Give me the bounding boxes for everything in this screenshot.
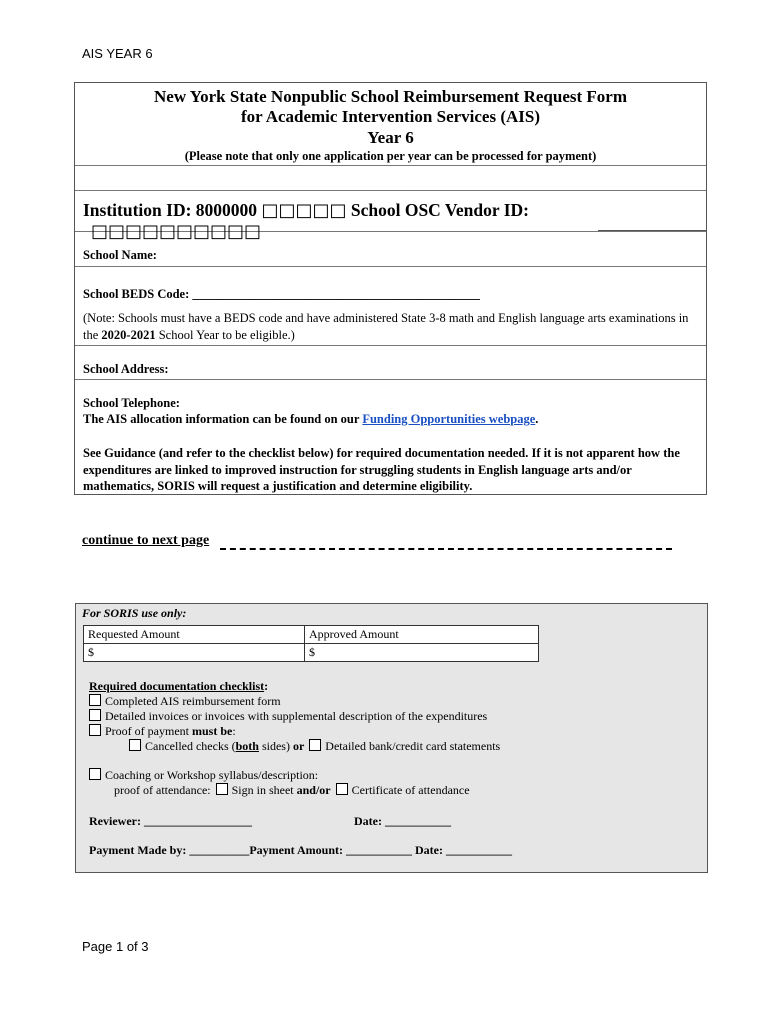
vendor-id-boxes[interactable]: □□□□□□□□□□ [91, 221, 262, 242]
checklist-subitem-attendance: proof of attendance: Sign in sheet and/or Certificate of attendance [114, 783, 470, 797]
school-name-label: School Name: [83, 248, 157, 262]
form-title-line3: Year 6 [367, 128, 414, 147]
school-telephone-label[interactable]: School Telephone: [83, 396, 180, 410]
document-header-label: AIS YEAR 6 [82, 46, 153, 61]
payment-made-field[interactable]: Payment Made by: __________ [89, 843, 250, 857]
payment-date-field[interactable]: Date: ___________ [412, 843, 512, 857]
school-address-row[interactable] [75, 345, 706, 380]
page-number: Page 1 of 3 [82, 939, 149, 954]
reviewer-field[interactable]: Reviewer: __________________ [89, 814, 252, 828]
checklist-item-proof-of-payment[interactable]: Proof of payment must be: [89, 724, 236, 739]
payment-line [89, 843, 512, 858]
soris-heading: For SORIS use only: [82, 606, 187, 620]
school-address-label: School Address: [83, 362, 169, 376]
checklist-title: Required documentation checklist: [89, 679, 269, 693]
checklist-item-invoices[interactable]: Detailed invoices or invoices with supplemental description of the expenditures [89, 709, 487, 724]
checkbox[interactable] [336, 783, 348, 795]
request-form-box [74, 82, 707, 495]
vendor-underline [598, 230, 707, 231]
title-section [75, 83, 706, 166]
beds-code-field[interactable]: School BEDS Code: ______________________________________________ [83, 287, 480, 301]
school-name-row[interactable] [75, 231, 706, 267]
requested-amount-cell[interactable]: $ [84, 644, 305, 662]
form-note: (Please note that only one application per year can be processed for payment) [184, 149, 597, 163]
checkbox[interactable] [129, 739, 141, 751]
amount-table [83, 625, 539, 662]
requested-amount-header: Requested Amount [84, 626, 305, 644]
form-title-line1: New York State Nonpublic School Reimbursement Request Form [154, 87, 627, 106]
checkbox[interactable] [89, 694, 101, 706]
institution-id-boxes[interactable]: □□□□□ [261, 200, 347, 221]
date-field[interactable]: Date: ___________ [354, 814, 451, 828]
institution-id-label: Institution ID: 8000000 [83, 200, 258, 220]
checkbox[interactable] [89, 768, 101, 780]
checklist-subitem-checks: Cancelled checks (both sides) or Detailed bank/credit card statements [129, 739, 500, 754]
allocation-info: The AIS allocation information can be found on our Funding Opportunities webpage. [83, 412, 539, 426]
institution-row [75, 190, 706, 242]
funding-opportunities-link[interactable]: Funding Opportunities webpage [362, 412, 536, 426]
checklist-item-coaching[interactable]: Coaching or Workshop syllabus/description: [89, 768, 318, 783]
guidance-text: See Guidance (and refer to the checklist below) for required documentation needed. If it is not apparent how the expenditures are linked to improved instruction for struggling students in English language arts and/or mathematics, SORIS will request a justification and determine eligibility. [83, 446, 680, 493]
checklist-item-completed-form[interactable]: Completed AIS reimbursement form [89, 694, 281, 709]
soris-use-only-box [75, 603, 708, 873]
checkbox[interactable] [89, 709, 101, 721]
dashed-separator [220, 548, 672, 550]
form-title-line2: for Academic Intervention Services (AIS) [240, 107, 541, 126]
continue-next-page: continue to next page [82, 533, 210, 548]
payment-amount-field[interactable]: Payment Amount: ___________ [249, 843, 412, 857]
beds-note: (Note: Schools must have a BEDS code and have administered State 3-8 math and English language arts examinations in the 2020-2021 School Year to be eligible.) [83, 311, 689, 342]
vendor-id-label: School OSC Vendor ID: [350, 200, 529, 220]
approved-amount-header: Approved Amount [305, 626, 539, 644]
approved-amount-cell[interactable]: $ [305, 644, 539, 662]
checkbox[interactable] [309, 739, 321, 751]
checkbox[interactable] [89, 724, 101, 736]
blank-row [75, 165, 706, 191]
checkbox[interactable] [216, 783, 228, 795]
beds-row [75, 266, 706, 346]
